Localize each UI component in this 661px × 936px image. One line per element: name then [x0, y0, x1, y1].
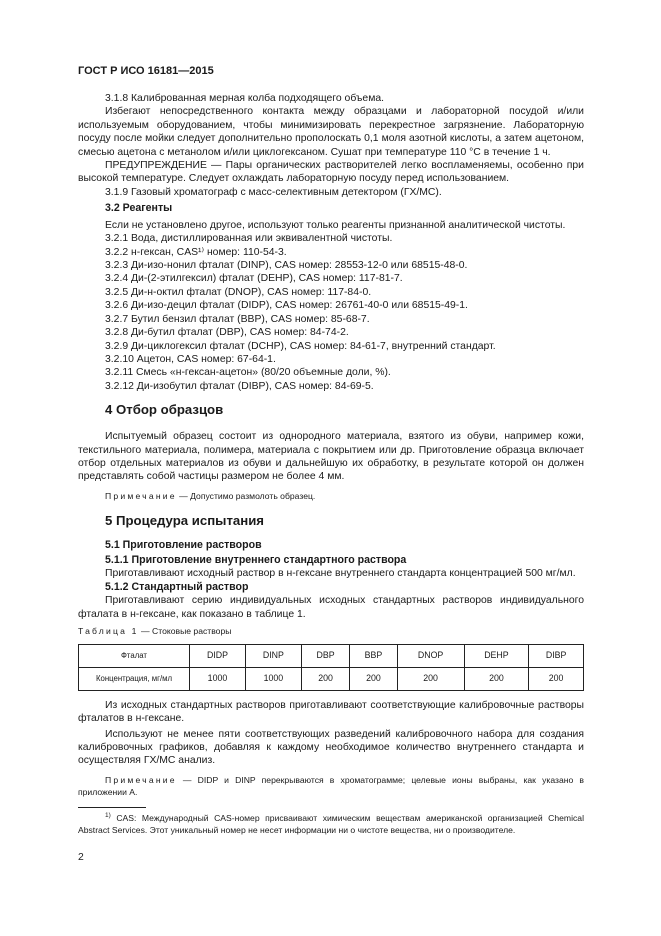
column-header: DBP — [301, 644, 349, 667]
reagent-item: 3.2.8 Ди-бутил фталат (DBP), CAS номер: 84-74-2. — [105, 327, 349, 339]
page-number: 2 — [78, 851, 84, 863]
table-cell: 200 — [397, 667, 464, 690]
section-heading: 3.2 Реагенты — [105, 202, 173, 215]
reagent-item: 3.2.10 Ацетон, CAS номер: 67-64-1. — [105, 353, 276, 365]
stock-solutions-table — [78, 644, 584, 691]
note — [78, 774, 584, 799]
reagent-item: 3.2.6 Ди-изо-децил фталат (DIDP), CAS номер: 26761-40-0 или 68515-49-1. — [105, 300, 468, 312]
caption-label: Таблица 1 — [78, 626, 139, 637]
section-5 — [78, 513, 584, 621]
reagent-item: 3.2.2 н-гексан, CAS¹⁾ номер: 110-54-3. — [105, 246, 287, 258]
column-header: DIBP — [529, 644, 584, 667]
table-caption — [78, 625, 584, 638]
reagent-item: 3.2.4 Ди-(2-этилгексил) фталат (DEHP), CAS номер: 117-81-7. — [105, 273, 403, 285]
row-header: Фталат — [79, 644, 190, 667]
note-text: — Допустимо размолоть образец. — [176, 490, 316, 501]
paragraph: Используют не менее пяти соответствующих разведений калибровочного набора для создания калибровочных графиков, добавляя к каждому необходимое количество внутреннего стандарта и осуществляя ГХ/МС анализ. — [78, 728, 584, 767]
reagent-item: 3.2.3 Ди-изо-нонил фталат (DINP), CAS номер: 28553-12-0 или 68515-48-0. — [105, 260, 468, 272]
table-cell: 200 — [301, 667, 349, 690]
paragraph: Испытуемый образец состоит из однородного материала, взятого из обуви, например кожи, текстильного материала, полимера, материала с покрытием или др. Приготовление образца включает отбор отдельных материалов из обуви и дальнейшую их обработку, в результате которой он должен представлять собой частицы размером не более 4 мм. — [78, 431, 584, 483]
column-header: DEHP — [464, 644, 529, 667]
table-cell: 200 — [464, 667, 529, 690]
reagent-list — [78, 232, 584, 393]
paragraph: Приготавливают исходный раствор в н-гексане внутреннего стандарта концентрацией 500 мг/мл. — [105, 568, 576, 580]
table-cell: 1000 — [245, 667, 301, 690]
column-header: DINP — [245, 644, 301, 667]
section-4 — [78, 402, 584, 502]
document-page — [78, 0, 584, 884]
document-header: ГОСТ Р ИСО 16181—2015 — [78, 65, 214, 77]
section-3-2 — [78, 202, 584, 393]
table-cell: 200 — [529, 667, 584, 690]
reagent-item: 3.2.12 Ди-изобутил фталат (DIBP), CAS номер: 84-69-5. — [105, 380, 374, 392]
footnote-divider — [78, 807, 146, 808]
footnote-mark: 1) — [105, 811, 111, 819]
reagent-item: 3.2.9 Ди-циклогексил фталат (DCHP), CAS номер: 84-61-7, внутренний стандарт. — [105, 340, 496, 352]
reagent-item: 3.2.1 Вода, дистиллированная или эквивалентной чистоты. — [105, 233, 393, 245]
table-row — [79, 667, 584, 690]
subsection-5-1-2: 5.1.2 Стандартный раствор — [105, 580, 249, 593]
paragraph: Приготавливают серию индивидуальных исходных стандартных растворов индивидуального фталата в н-гексане, как показано в таблице 1. — [78, 595, 584, 620]
intro: Если не установлено другое, используют только реагенты признанной аналитической чистоты. — [105, 219, 566, 231]
note-text: — DIDP и DINP перекрываются в хроматограмме; целевые ионы выбраны, как указано в приложении А. — [78, 774, 584, 798]
warning: ПРЕДУПРЕЖДЕНИЕ — Пары органических растворителей легко воспламеняемы, особенно при высокой температуре. Следует охлаждать лабораторную посуду перед использованием. — [78, 160, 584, 185]
footnote-text: CAS: Международный CAS-номер присваивают химическим веществам американской организацией Chemical Abstract Services. Этот уникальный номер не несет информации ни о чистоте вещества, ни о производителе. — [78, 812, 584, 836]
calibration-section — [78, 699, 584, 799]
table-cell: 1000 — [190, 667, 246, 690]
paragraph: Из исходных стандартных растворов приготавливают соответствующие калибровочные растворы фталатов в н-гексане. — [78, 699, 584, 725]
item-3-1-8: 3.1.8 Калиброванная мерная колба подходящего объема. — [105, 93, 385, 104]
section-heading: 4 Отбор образцов — [105, 402, 224, 418]
reagent-item: 3.2.7 Бутил бензил фталат (BBP), CAS номер: 85-68-7. — [105, 313, 370, 325]
reagent-item: 3.2.5 Ди-н-октил фталат (DNOP), CAS номер: 117-84-0. — [105, 286, 372, 298]
column-header: DIDP — [190, 644, 246, 667]
reagent-item: 3.2.11 Смесь «н-гексан-ацетон» (80/20 объемные доли, %). — [105, 367, 391, 379]
note — [78, 490, 584, 503]
column-header: DNOP — [397, 644, 464, 667]
note-label: Примечание — [105, 774, 177, 785]
table-cell: 200 — [350, 667, 397, 690]
row-header: Концентрация, мг/мл — [79, 667, 190, 690]
section-heading: 5 Процедура испытания — [105, 513, 265, 529]
section-3-1-8 — [78, 92, 584, 199]
table-row — [79, 644, 584, 667]
note-label: Примечание — [105, 490, 177, 501]
column-header: BBP — [350, 644, 397, 667]
item-3-1-9: 3.1.9 Газовый хроматограф с масс-селективным детектором (ГХ/МС). — [105, 186, 442, 198]
footnote — [78, 812, 584, 837]
subsection-5-1: 5.1 Приготовление растворов — [105, 539, 262, 552]
paragraph: Избегают непосредственного контакта между образцами и лабораторной посудой и/или используемым оборудованием, чтобы минимизировать перекрестное загрязнение. Лабораторную посуду после мойки следует дополнительно прополоскать 0,1 моля азотной кислоты, а затем ацетоном, смесью ацетона с метанолом и/или циклогексаном. Сушат при температуре 110 °С в течение 1 ч. — [78, 106, 584, 158]
caption-text: — Стоковые растворы — [138, 626, 232, 637]
subsection-5-1-1: 5.1.1 Приготовление внутреннего стандартного раствора — [105, 553, 407, 566]
